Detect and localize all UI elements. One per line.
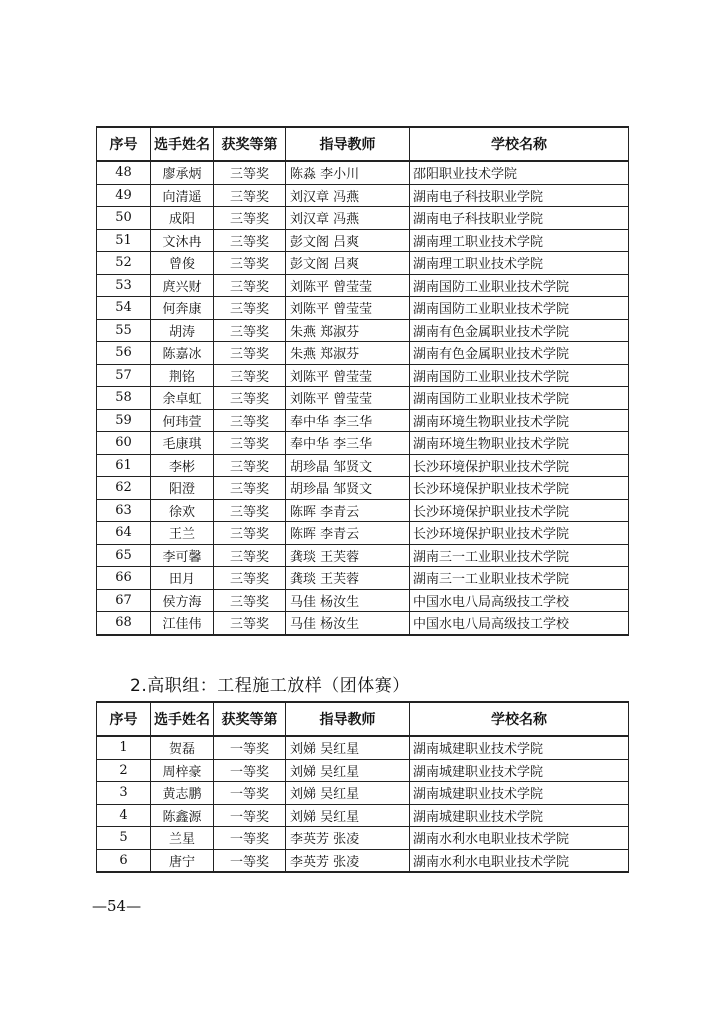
school-name-cell: 湖南理工职业技术学院 [410, 252, 629, 275]
section-title: 2.高职组：工程施工放样（团体赛） [130, 676, 410, 696]
serial-number-cell: 1 [97, 736, 151, 759]
serial-number-cell: 57 [97, 364, 151, 387]
school-name-cell: 湖南电子科技职业学院 [410, 207, 629, 230]
award-level-cell: 三等奖 [214, 297, 286, 320]
award-level-cell: 一等奖 [214, 736, 286, 759]
instructor-cell: 陈晖 李青云 [286, 522, 410, 545]
table-header-row [97, 127, 629, 161]
instructor-cell: 刘娣 吴红星 [286, 782, 410, 805]
school-name-cell: 湖南水利水电职业技术学院 [410, 827, 629, 850]
contestant-name-cell: 王兰 [151, 522, 214, 545]
instructor-cell: 刘娣 吴红星 [286, 759, 410, 782]
contestant-name-cell: 江佳伟 [151, 612, 214, 635]
serial-number-cell: 68 [97, 612, 151, 635]
serial-number-cell: 2 [97, 759, 151, 782]
header-instructor: 指导教师 [286, 702, 410, 736]
table-row [97, 759, 629, 782]
contestant-name-cell: 文沐冉 [151, 229, 214, 252]
contestant-name-cell: 曾俊 [151, 252, 214, 275]
contestant-name-cell: 廖承炳 [151, 161, 214, 184]
table-row [97, 207, 629, 230]
serial-number-cell: 6 [97, 849, 151, 872]
header-school-name: 学校名称 [410, 702, 629, 736]
serial-number-cell: 3 [97, 782, 151, 805]
table-row [97, 274, 629, 297]
table-row [97, 454, 629, 477]
table-row [97, 736, 629, 759]
table-row [97, 612, 629, 635]
serial-number-cell: 66 [97, 567, 151, 590]
table-row [97, 364, 629, 387]
award-level-cell: 三等奖 [214, 544, 286, 567]
school-name-cell: 长沙环境保护职业技术学院 [410, 522, 629, 545]
school-name-cell: 湖南环境生物职业技术学院 [410, 409, 629, 432]
school-name-cell: 湖南城建职业技术学院 [410, 736, 629, 759]
table-row [97, 499, 629, 522]
instructor-cell: 奉中华 李三华 [286, 409, 410, 432]
contestant-name-cell: 唐宁 [151, 849, 214, 872]
serial-number-cell: 49 [97, 184, 151, 207]
header-instructor: 指导教师 [286, 127, 410, 161]
school-name-cell: 湖南城建职业技术学院 [410, 782, 629, 805]
table-row [97, 804, 629, 827]
serial-number-cell: 55 [97, 319, 151, 342]
school-name-cell: 湖南国防工业职业技术学院 [410, 364, 629, 387]
header-award-level: 获奖等第 [214, 702, 286, 736]
contestant-name-cell: 陈鑫源 [151, 804, 214, 827]
header-serial-number: 序号 [97, 127, 151, 161]
instructor-cell: 刘陈平 曾莹莹 [286, 364, 410, 387]
instructor-cell: 马佳 杨汝生 [286, 589, 410, 612]
school-name-cell: 湖南国防工业职业技术学院 [410, 274, 629, 297]
table-row [97, 544, 629, 567]
school-name-cell: 湖南理工职业技术学院 [410, 229, 629, 252]
school-name-cell: 湖南三一工业职业技术学院 [410, 544, 629, 567]
table-row [97, 342, 629, 365]
school-name-cell: 湖南城建职业技术学院 [410, 759, 629, 782]
serial-number-cell: 60 [97, 432, 151, 455]
header-contestant-name: 选手姓名 [151, 127, 214, 161]
serial-number-cell: 63 [97, 499, 151, 522]
award-level-cell: 三等奖 [214, 229, 286, 252]
award-level-cell: 三等奖 [214, 432, 286, 455]
school-name-cell: 湖南水利水电职业技术学院 [410, 849, 629, 872]
award-level-cell: 三等奖 [214, 522, 286, 545]
table-row [97, 477, 629, 500]
contestant-name-cell: 陈嘉冰 [151, 342, 214, 365]
instructor-cell: 刘陈平 曾莹莹 [286, 274, 410, 297]
table-header-row [97, 702, 629, 736]
table-row [97, 161, 629, 184]
serial-number-cell: 4 [97, 804, 151, 827]
award-table-third-prize [96, 126, 629, 636]
instructor-cell: 李英芳 张凌 [286, 827, 410, 850]
award-level-cell: 一等奖 [214, 804, 286, 827]
award-level-cell: 三等奖 [214, 274, 286, 297]
contestant-name-cell: 庹兴财 [151, 274, 214, 297]
contestant-name-cell: 贺磊 [151, 736, 214, 759]
table-row [97, 827, 629, 850]
table-row [97, 297, 629, 320]
serial-number-cell: 50 [97, 207, 151, 230]
school-name-cell: 中国水电八局高级技工学校 [410, 589, 629, 612]
contestant-name-cell: 成阳 [151, 207, 214, 230]
contestant-name-cell: 周梓豪 [151, 759, 214, 782]
award-table-first-prize [96, 701, 629, 873]
award-level-cell: 三等奖 [214, 319, 286, 342]
award-level-cell: 三等奖 [214, 499, 286, 522]
instructor-cell: 刘汉章 冯燕 [286, 207, 410, 230]
serial-number-cell: 64 [97, 522, 151, 545]
table-row [97, 409, 629, 432]
instructor-cell: 奉中华 李三华 [286, 432, 410, 455]
instructor-cell: 朱燕 郑淑芬 [286, 342, 410, 365]
table-row [97, 184, 629, 207]
table-row [97, 387, 629, 410]
school-name-cell: 湖南国防工业职业技术学院 [410, 387, 629, 410]
instructor-cell: 马佳 杨汝生 [286, 612, 410, 635]
school-name-cell: 长沙环境保护职业技术学院 [410, 454, 629, 477]
serial-number-cell: 5 [97, 827, 151, 850]
table-row [97, 522, 629, 545]
award-level-cell: 一等奖 [214, 759, 286, 782]
serial-number-cell: 52 [97, 252, 151, 275]
contestant-name-cell: 黄志鹏 [151, 782, 214, 805]
school-name-cell: 长沙环境保护职业技术学院 [410, 477, 629, 500]
header-school-name: 学校名称 [410, 127, 629, 161]
school-name-cell: 中国水电八局高级技工学校 [410, 612, 629, 635]
contestant-name-cell: 余卓虹 [151, 387, 214, 410]
award-level-cell: 一等奖 [214, 849, 286, 872]
award-level-cell: 三等奖 [214, 387, 286, 410]
header-contestant-name: 选手姓名 [151, 702, 214, 736]
instructor-cell: 刘娣 吴红星 [286, 736, 410, 759]
table-body [97, 161, 629, 635]
contestant-name-cell: 阳澄 [151, 477, 214, 500]
page-number: —54— [92, 897, 142, 915]
table-row [97, 589, 629, 612]
serial-number-cell: 53 [97, 274, 151, 297]
serial-number-cell: 51 [97, 229, 151, 252]
award-level-cell: 三等奖 [214, 207, 286, 230]
award-level-cell: 三等奖 [214, 454, 286, 477]
award-level-cell: 三等奖 [214, 364, 286, 387]
award-level-cell: 一等奖 [214, 827, 286, 850]
instructor-cell: 刘汉章 冯燕 [286, 184, 410, 207]
serial-number-cell: 62 [97, 477, 151, 500]
award-level-cell: 三等奖 [214, 342, 286, 365]
contestant-name-cell: 荆铭 [151, 364, 214, 387]
contestant-name-cell: 兰星 [151, 827, 214, 850]
table-row [97, 782, 629, 805]
award-level-cell: 三等奖 [214, 161, 286, 184]
instructor-cell: 刘陈平 曾莹莹 [286, 387, 410, 410]
contestant-name-cell: 徐欢 [151, 499, 214, 522]
school-name-cell: 湖南三一工业职业技术学院 [410, 567, 629, 590]
header-award-level: 获奖等第 [214, 127, 286, 161]
contestant-name-cell: 向清遥 [151, 184, 214, 207]
instructor-cell: 刘娣 吴红星 [286, 804, 410, 827]
school-name-cell: 湖南有色金属职业技术学院 [410, 342, 629, 365]
award-level-cell: 三等奖 [214, 589, 286, 612]
serial-number-cell: 48 [97, 161, 151, 184]
contestant-name-cell: 何玮萱 [151, 409, 214, 432]
award-level-cell: 三等奖 [214, 184, 286, 207]
table-row [97, 229, 629, 252]
instructor-cell: 李英芳 张凌 [286, 849, 410, 872]
school-name-cell: 湖南有色金属职业技术学院 [410, 319, 629, 342]
table-row [97, 319, 629, 342]
contestant-name-cell: 毛康琪 [151, 432, 214, 455]
instructor-cell: 朱燕 郑淑芬 [286, 319, 410, 342]
contestant-name-cell: 李彬 [151, 454, 214, 477]
school-name-cell: 长沙环境保护职业技术学院 [410, 499, 629, 522]
instructor-cell: 彭文阁 吕爽 [286, 229, 410, 252]
instructor-cell: 胡珍晶 邹贤文 [286, 454, 410, 477]
award-level-cell: 三等奖 [214, 409, 286, 432]
award-level-cell: 三等奖 [214, 567, 286, 590]
instructor-cell: 龚琰 王芙蓉 [286, 567, 410, 590]
serial-number-cell: 61 [97, 454, 151, 477]
instructor-cell: 彭文阁 吕爽 [286, 252, 410, 275]
contestant-name-cell: 侯方海 [151, 589, 214, 612]
contestant-name-cell: 李可馨 [151, 544, 214, 567]
contestant-name-cell: 胡涛 [151, 319, 214, 342]
contestant-name-cell: 何奔康 [151, 297, 214, 320]
table-row [97, 567, 629, 590]
award-level-cell: 三等奖 [214, 477, 286, 500]
serial-number-cell: 67 [97, 589, 151, 612]
serial-number-cell: 65 [97, 544, 151, 567]
instructor-cell: 胡珍晶 邹贤文 [286, 477, 410, 500]
school-name-cell: 湖南电子科技职业学院 [410, 184, 629, 207]
award-level-cell: 一等奖 [214, 782, 286, 805]
school-name-cell: 湖南环境生物职业技术学院 [410, 432, 629, 455]
table-row [97, 432, 629, 455]
school-name-cell: 邵阳职业技术学院 [410, 161, 629, 184]
instructor-cell: 陈晖 李青云 [286, 499, 410, 522]
school-name-cell: 湖南城建职业技术学院 [410, 804, 629, 827]
instructor-cell: 龚琰 王芙蓉 [286, 544, 410, 567]
serial-number-cell: 58 [97, 387, 151, 410]
serial-number-cell: 59 [97, 409, 151, 432]
school-name-cell: 湖南国防工业职业技术学院 [410, 297, 629, 320]
serial-number-cell: 56 [97, 342, 151, 365]
header-serial-number: 序号 [97, 702, 151, 736]
table-row [97, 849, 629, 872]
table-body [97, 736, 629, 872]
table-row [97, 252, 629, 275]
serial-number-cell: 54 [97, 297, 151, 320]
instructor-cell: 陈淼 李小川 [286, 161, 410, 184]
award-level-cell: 三等奖 [214, 612, 286, 635]
award-level-cell: 三等奖 [214, 252, 286, 275]
contestant-name-cell: 田月 [151, 567, 214, 590]
instructor-cell: 刘陈平 曾莹莹 [286, 297, 410, 320]
